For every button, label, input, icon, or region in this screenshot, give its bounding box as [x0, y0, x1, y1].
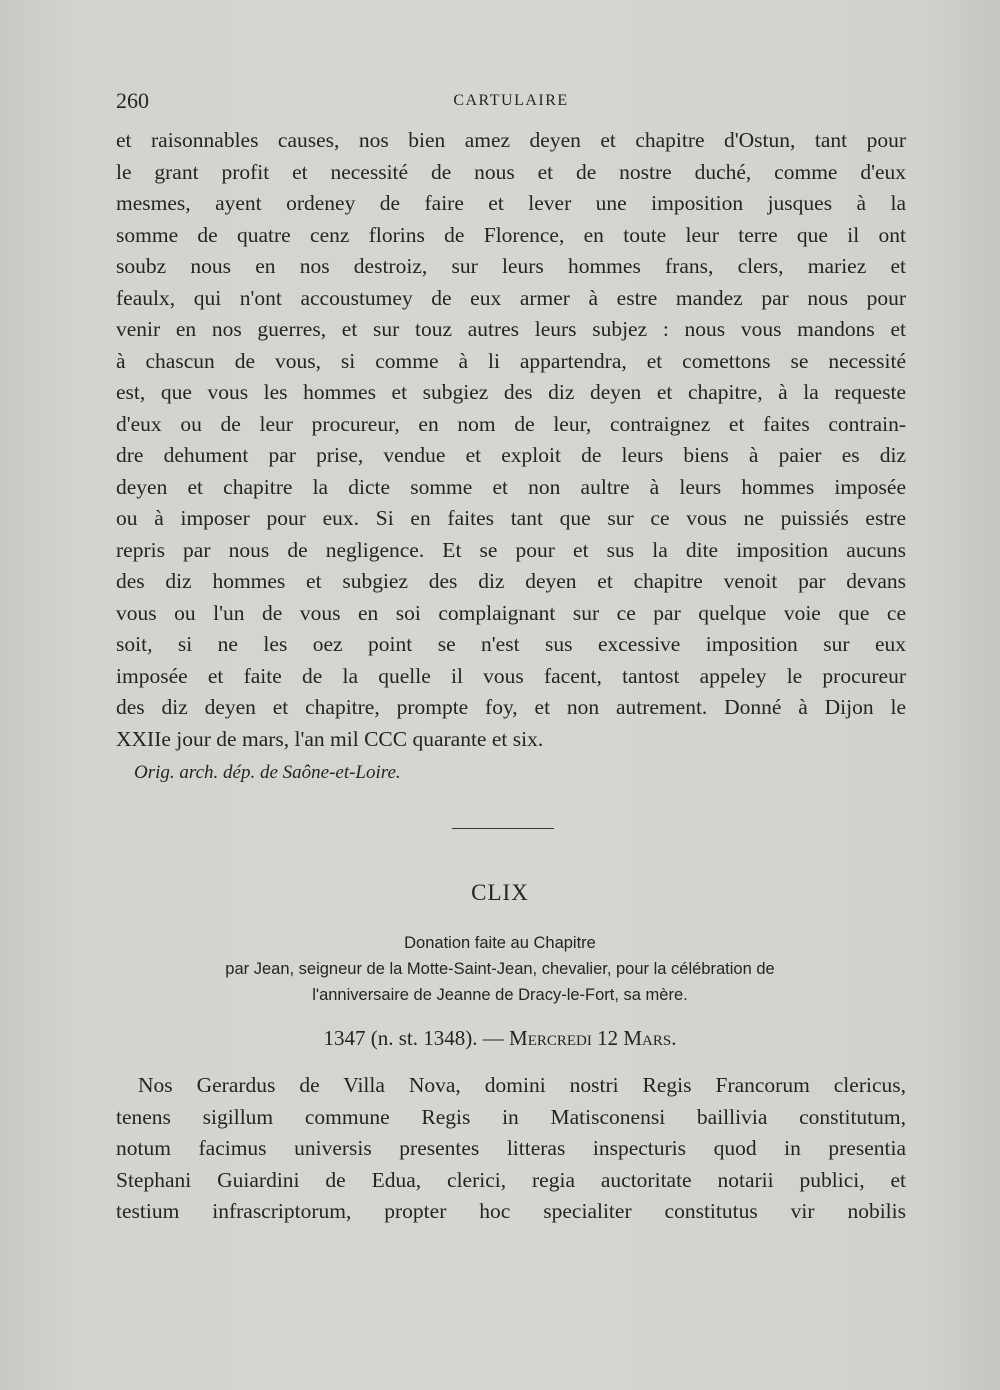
page-number: 260	[116, 88, 149, 113]
text-line: testium infrascriptorum, propter hoc specialiter constitutus vir nobilis	[116, 1199, 906, 1223]
text-line: et raisonnables causes, nos bien amez deyen et chapitre d'Ostun, tant pour	[116, 128, 906, 152]
summary-line: l'anniversaire de Jeanne de Dracy-le-Fort, sa mère.	[312, 986, 688, 1004]
text-line: somme de quatre cenz florins de Florence, en toute leur terre que il ont	[116, 222, 906, 247]
text-line: notum facimus universis presentes litteras inspecturis quod in presentia	[116, 1136, 906, 1160]
page-header	[116, 88, 906, 118]
charter-number: CLIX	[471, 880, 529, 905]
latin-text-block	[116, 1070, 906, 1228]
charter-date	[0, 1026, 1000, 1051]
main-text-block	[116, 125, 906, 755]
text-line: dre dehument par prise, vendue et exploit de leurs biens à paier es diz	[116, 443, 906, 467]
text-line: mesmes, ayent ordeney de faire et lever une imposition jusques à la	[116, 191, 906, 215]
section-separator	[452, 828, 554, 829]
source-note: Orig. arch. dép. de Saône-et-Loire.	[134, 762, 401, 783]
summary-line: Donation faite au Chapitre	[404, 934, 596, 952]
text-line: des diz hommes et subgiez des diz deyen et chapitre venoit par devans	[116, 569, 906, 593]
text-line: XXIIe jour de mars, l'an mil CCC quarante et six.	[116, 726, 544, 751]
text-line: tenens sigillum commune Regis in Matisconensi baillivia constitutum,	[116, 1104, 906, 1129]
text-line: soubz nous en nos destroiz, sur leurs hommes frans, clers, mariez et	[116, 254, 906, 278]
text-line: repris par nous de negligence. Et se pour et sus la dite imposition aucuns	[116, 537, 906, 562]
text-line: venir en nos guerres, et sur touz autres leurs subjez : nous vous mandons et	[116, 317, 906, 341]
text-line: feaulx, qui n'ont accoustumey de eux armer à estre mandez par nous pour	[116, 285, 906, 310]
text-line: Stephani Guiardini de Edua, clerici, regia auctoritate notarii publici, et	[116, 1167, 906, 1192]
text-line: est, que vous les hommes et subgiez des diz deyen et chapitre, à la requeste	[116, 380, 906, 404]
charter-date-year: 1347 (n. st. 1348). —	[323, 1026, 504, 1050]
text-line: imposée et faite de la quelle il vous facent, tantost appeley le procureur	[116, 663, 906, 688]
charter-summary	[0, 930, 1000, 1008]
text-line: deyen et chapitre la dicte somme et non aultre à leurs hommes imposée	[116, 474, 906, 499]
text-line: à chascun de vous, si comme à li appartendra, et comettons se necessité	[116, 348, 906, 373]
text-line: ou à imposer pour eux. Si en faites tant que sur ce vous ne puissiés estre	[116, 506, 906, 530]
text-line: Nos Gerardus de Villa Nova, domini nostri Regis Francorum clericus,	[138, 1073, 906, 1097]
text-line: des diz deyen et chapitre, prompte foy, et non autrement. Donné à Dijon le	[116, 695, 906, 719]
text-line: d'eux ou de leur procureur, en nom de leur, contraignez et faites contrain-	[116, 411, 906, 436]
text-line: soit, si ne les oez point se n'est sus excessive imposition sur eux	[116, 632, 906, 656]
summary-line: par Jean, seigneur de la Motte-Saint-Jean, chevalier, pour la célébration de	[225, 960, 775, 978]
running-title: CARTULAIRE	[453, 92, 569, 109]
charter-date-day: Mercredi 12 Mars.	[509, 1026, 677, 1050]
text-line: vous ou l'un de vous en soi complaignant sur ce par quelque voie que ce	[116, 600, 906, 625]
text-line: le grant profit et necessité de nous et de nostre duché, comme d'eux	[116, 159, 906, 184]
